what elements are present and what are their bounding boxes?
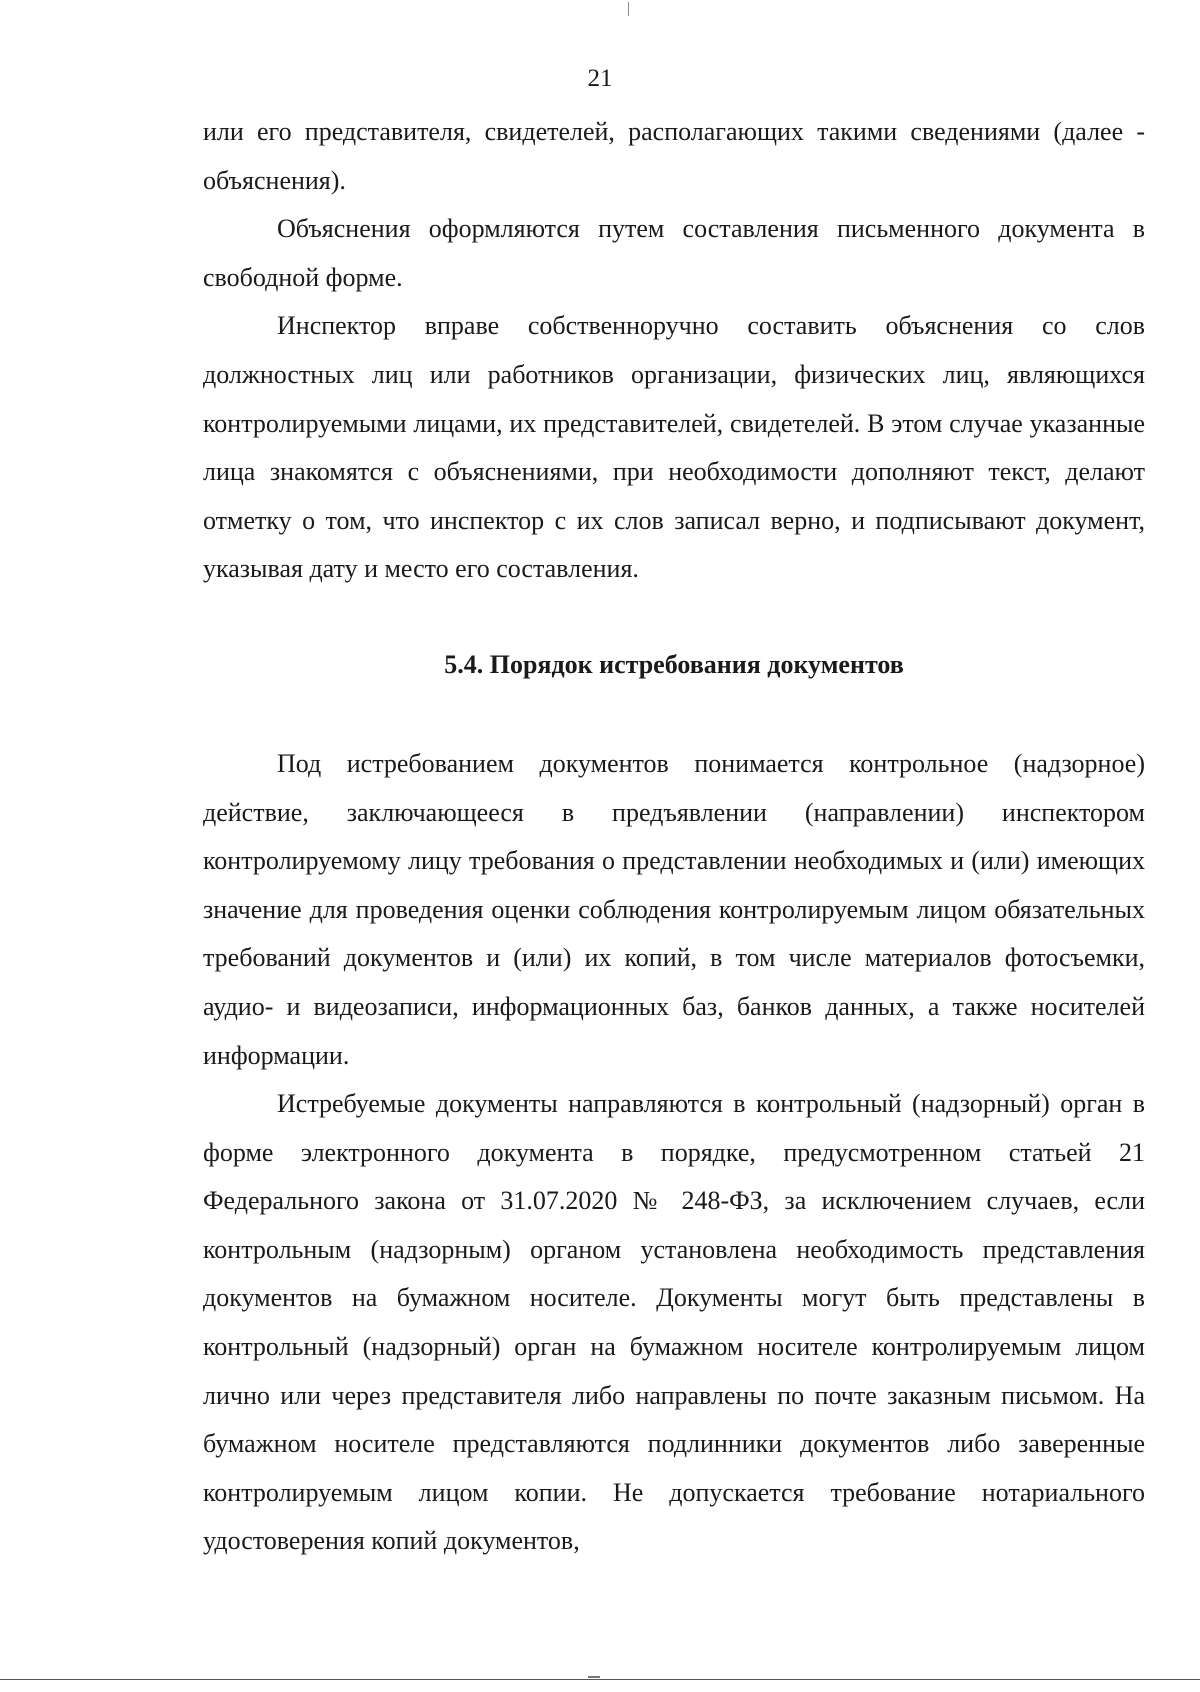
scan-artifact-bottom-mark	[588, 1676, 600, 1678]
paragraph-document-submission: Истребуемые документы направляются в контрольный (надзорный) орган в форме электронного документа в порядке, предусмотренном статьей 21 Федерального закона от 31.07.2020 № 248-ФЗ, за исключением случаев, если контрольным (надзорным) органом установлена необходимость представления документов на бумажном носителе. Документы могут быть представлены в контрольный (надзорный) орган на бумажном носителе контролируемым лицом лично или через представителя либо направлены по почте заказным письмом. На бумажном носителе представляются подлинники документов либо заверенные контролируемым лицом копии. Не допускается требование нотариального удостоверения копий документов,	[203, 1089, 1145, 1556]
paragraph-inspector-rights: Инспектор вправе собственноручно составить объяснения со слов должностных лиц или работников организации, физических лиц, являющихся контролируемыми лицами, их представителей, свидетелей. В этом случае указанные лица знакомятся с объяснениями, при необходимости дополняют текст, делают отметку о том, что инспектор с их слов записал верно, и подписывают документ, указывая дату и место его составления.	[203, 311, 1145, 584]
paragraph-explanations-form: Объяснения оформляются путем составления письменного документа в свободной форме.	[203, 214, 1145, 292]
paragraph-continuation: или его представителя, свидетелей, располагающих такими сведениями (далее - объяснения).	[203, 117, 1145, 195]
paragraph-document-request-definition: Под истребованием документов понимается контрольное (надзорное) действие, заключающееся в предъявлении (направлении) инспектором контролируемому лицу требования о представлении необходимых и (или) имеющих значение для проведения оценки соблюдения контролируемым лицом обязательных требований документов и (или) их копий, в том числе материалов фотосъемки, аудио- и видеозаписи, информационных баз, банков данных, а также носителей информации.	[203, 748, 1145, 1070]
section-heading: 5.4. Порядок истребования документов	[444, 649, 904, 679]
scan-artifact-mark	[628, 2, 629, 16]
page-number: 21	[587, 65, 613, 92]
page-bottom-line	[0, 1679, 1200, 1680]
document-body	[203, 108, 1145, 1566]
